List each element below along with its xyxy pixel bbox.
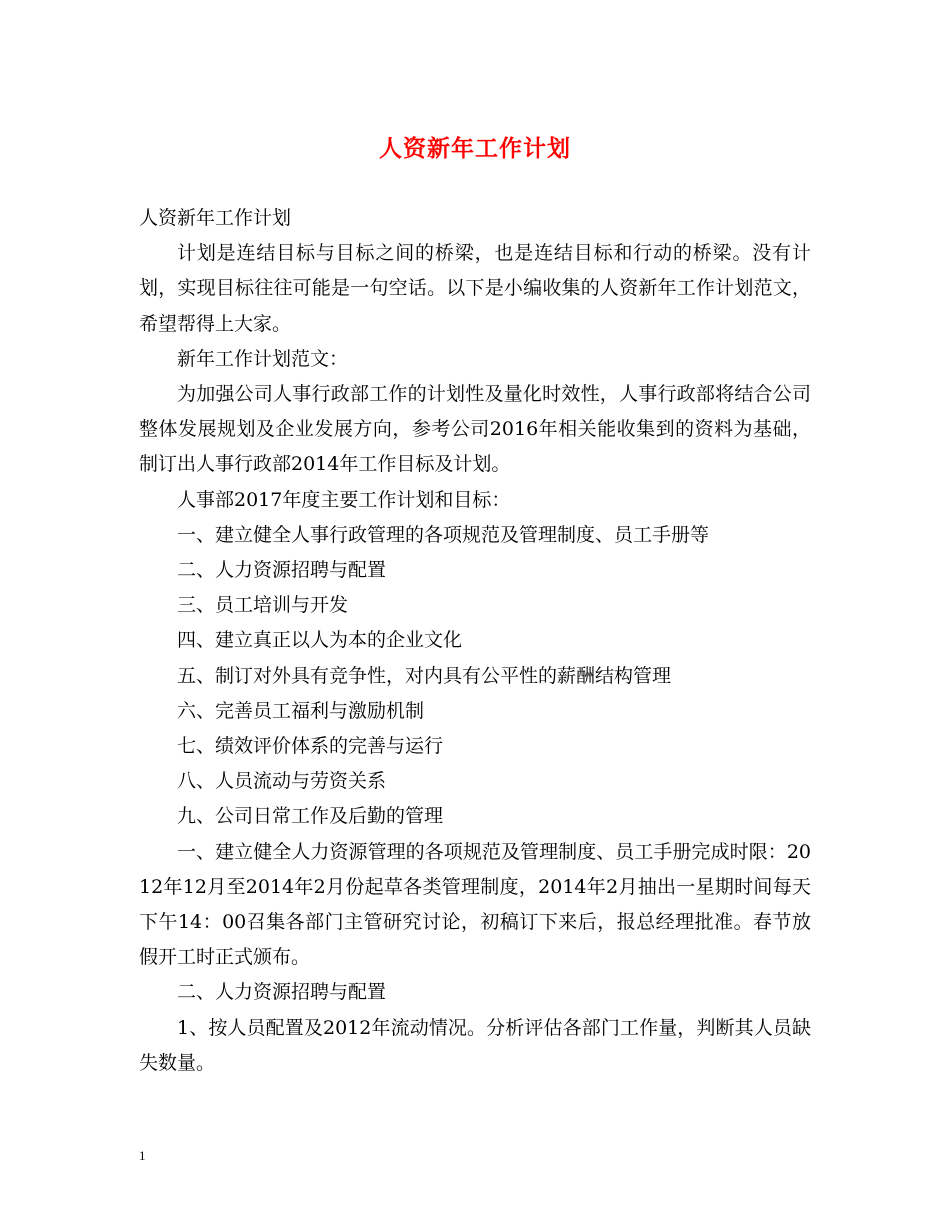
paragraph: 为加强公司人事行政部工作的计划性及量化时效性，人事行政部将结合公司整体发展规划及企业发展方向，参考公司2016年相关能收集到的资料为基础，制订出人事行政部2014年工作目标及计划。 (139, 383, 811, 476)
document-body (139, 201, 811, 1081)
section-heading: 二、人力资源招聘与配置 (177, 981, 387, 1004)
list-item: 九、公司日常工作及后勤的管理 (177, 805, 444, 828)
document-title: 人资新年工作计划 (379, 135, 571, 162)
paragraph: 1、按人员配置及2012年流动情况。分析评估各部门工作量，判断其人员缺失数量。 (139, 1016, 811, 1074)
list-item: 二、人力资源招聘与配置 (177, 559, 387, 582)
paragraph: 人资新年工作计划 (139, 207, 292, 229)
paragraph: 新年工作计划范文： (177, 347, 349, 370)
paragraph: 人事部2017年度主要工作计划和目标： (177, 488, 511, 511)
page-number: 1 (139, 1148, 146, 1163)
list-item: 一、建立健全人事行政管理的各项规范及管理制度、员工手册等 (177, 523, 710, 546)
list-item: 四、建立真正以人为本的企业文化 (177, 629, 463, 652)
list-item: 六、完善员工福利与激励机制 (177, 699, 425, 722)
list-item: 五、制订对外具有竞争性，对内具有公平性的薪酬结构管理 (177, 664, 672, 687)
list-item: 八、人员流动与劳资关系 (177, 770, 387, 793)
paragraph: 计划是连结目标与目标之间的桥梁，也是连结目标和行动的桥梁。没有计划，实现目标往往可能是一句空话。以下是小编收集的人资新年工作计划范文，希望帮得上大家。 (139, 242, 811, 335)
list-item: 七、绩效评价体系的完善与运行 (177, 735, 444, 758)
list-item: 三、员工培训与开发 (177, 594, 349, 617)
paragraph: 一、建立健全人力资源管理的各项规范及管理制度、员工手册完成时限：2012年12月至2014年2月份起草各类管理制度，2014年2月抽出一星期时间每天下午14：00召集各部门主管研究讨论，初稿订下来后，报总经理批准。春节放假开工时正式颁布。 (139, 840, 811, 969)
